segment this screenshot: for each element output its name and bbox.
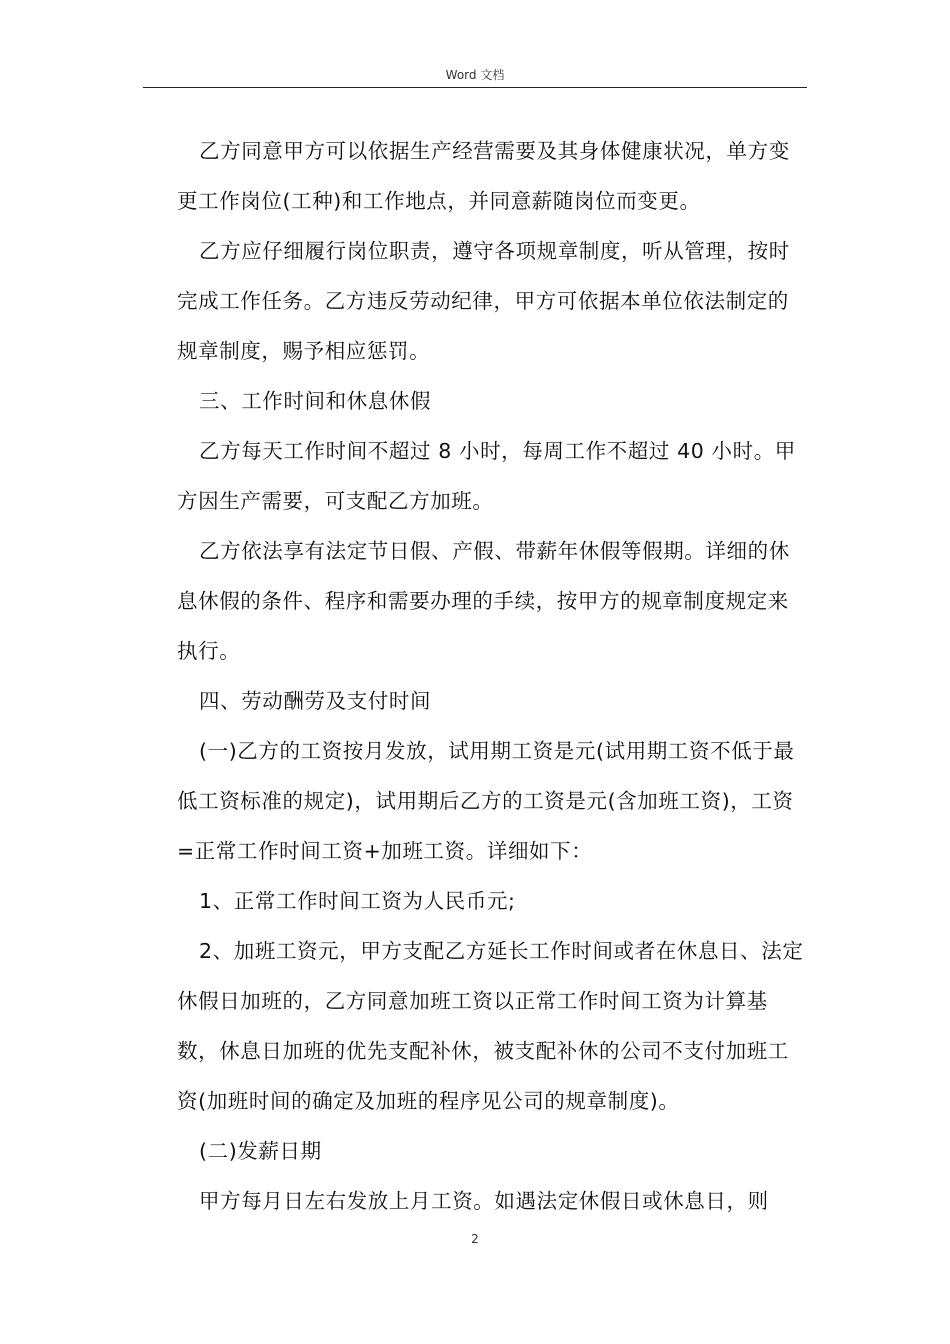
paragraph: 乙方依法享有法定节日假、产假、带薪年休假等假期。详细的休息休假的条件、程序和需要办理的手续，按甲方的规章制度规定来执行。 bbox=[177, 539, 790, 663]
paragraph: 甲方每月日左右发放上月工资。如遇法定休假日或休息日，则 bbox=[199, 1189, 769, 1213]
section-heading: 三、工作时间和休息休假 bbox=[199, 389, 432, 413]
header-divider bbox=[143, 87, 807, 88]
list-item: 2、加班工资元，甲方支配乙方延长工作时间或者在休息日、法定休假日加班的，乙方同意加班工资以正常工作时间工资为计算基数，休息日加班的优先支配补休，被支配补休的公司不支付加班工资(加班时间的确定及加班的程序见公司的规章制度)。 bbox=[177, 939, 804, 1113]
section-heading: 四、劳动酬劳及支付时间 bbox=[199, 689, 432, 713]
paragraph: 乙方同意甲方可以依据生产经营需要及其身体健康状况，单方变更工作岗位(工种)和工作地点，并同意薪随岗位而变更。 bbox=[177, 139, 790, 213]
paragraph: (一)乙方的工资按月发放，试用期工资是元(试用期工资不低于最低工资标准的规定)，试用期后乙方的工资是元(含加班工资)，工资=正常工作时间工资+加班工资。详细如下： bbox=[177, 739, 795, 863]
list-item: 1、正常工作时间工资为人民币元; bbox=[199, 889, 516, 913]
document-body bbox=[177, 126, 807, 1226]
subsection-heading: (二)发薪日期 bbox=[199, 1139, 322, 1163]
header-title: Word 文档 bbox=[445, 68, 505, 82]
paragraph: 乙方应仔细履行岗位职责，遵守各项规章制度，听从管理，按时完成工作任务。乙方违反劳动纪律，甲方可依据本单位依法制定的规章制度，赐予相应惩罚。 bbox=[177, 239, 790, 363]
page-number: 2 bbox=[471, 1232, 479, 1246]
paragraph: 乙方每天工作时间不超过 8 小时，每周工作不超过 40 小时。甲方因生产需要，可支配乙方加班。 bbox=[177, 439, 796, 513]
